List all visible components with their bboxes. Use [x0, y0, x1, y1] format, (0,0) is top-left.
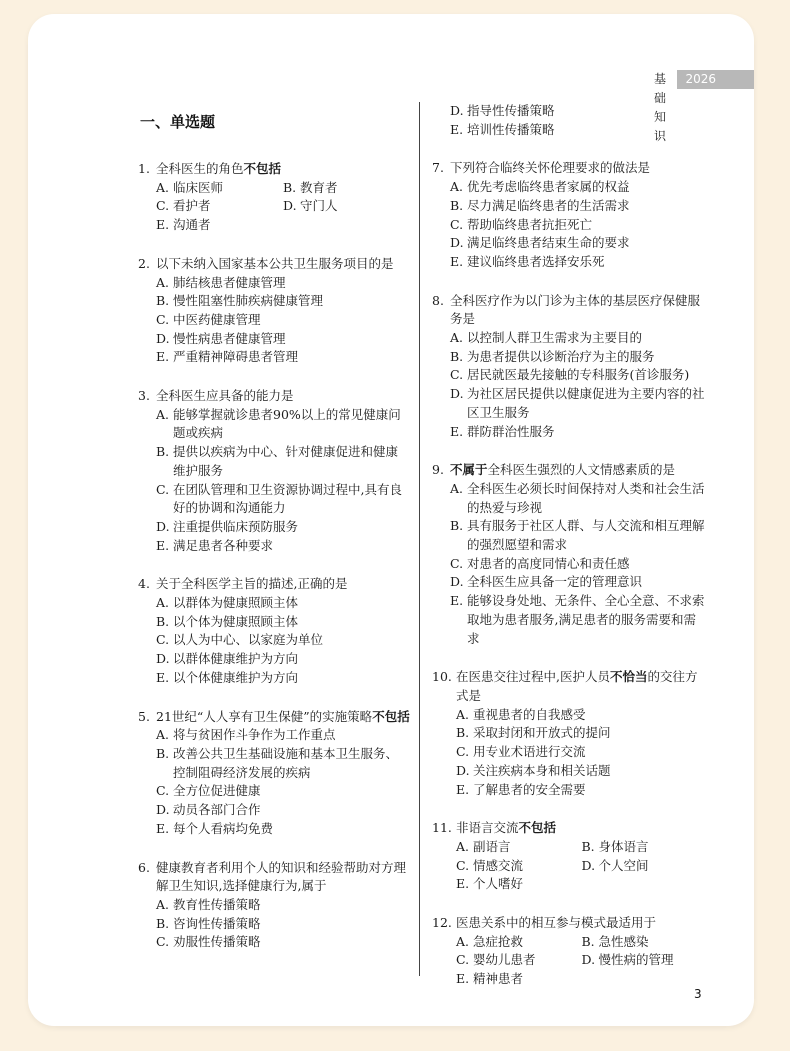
- option-letter: D.: [450, 574, 464, 590]
- option-letter: C.: [156, 311, 170, 327]
- option-text: 培训性传播策略: [467, 121, 555, 137]
- option-text: 动员各部门合作: [173, 802, 261, 818]
- option-letter: A.: [450, 330, 464, 346]
- option-d: [456, 762, 707, 781]
- option-text: 群防群治性服务: [467, 423, 555, 439]
- option-b: [156, 745, 410, 782]
- question-stem: [138, 575, 410, 594]
- options: [432, 480, 707, 648]
- option-a: [456, 933, 582, 952]
- option-text: 以个体为健康照顾主体: [173, 613, 299, 629]
- question-7: [432, 159, 707, 271]
- option-text: 用专业术语进行交流: [473, 744, 586, 760]
- option-c: [456, 857, 582, 876]
- option-letter: E.: [450, 423, 464, 439]
- option-b: [450, 197, 707, 216]
- option-letter: B.: [156, 613, 170, 629]
- question-stem: [138, 255, 410, 274]
- option-b: [156, 613, 410, 632]
- option-letter: B.: [156, 745, 170, 761]
- option-c: [156, 481, 410, 518]
- option-d: [450, 573, 707, 592]
- stem-pre: 在医患交往过程中,医护人员: [456, 669, 610, 685]
- question-text: 全科医生应具备的能力是: [156, 388, 294, 404]
- option-text: 将与贫困作斗争作为工作重点: [173, 727, 336, 743]
- option-d: [582, 857, 708, 876]
- option-a: [456, 706, 707, 725]
- option-text: 采取封闭和开放式的提问: [473, 725, 611, 741]
- option-a: [156, 179, 283, 198]
- option-c: [156, 197, 283, 216]
- option-text: 精神患者: [473, 971, 524, 987]
- option-a: [450, 329, 707, 348]
- option-letter: D.: [156, 330, 170, 346]
- option-e: [156, 820, 410, 839]
- question-stem: [138, 708, 410, 727]
- question-text: 下列符合临终关怀伦理要求的做法是: [450, 160, 651, 176]
- question-number: 1.: [138, 161, 150, 176]
- subject-label: 基础知识: [650, 70, 677, 89]
- option-a: [156, 274, 410, 293]
- option-letter: A.: [156, 595, 170, 611]
- option-b: [156, 292, 410, 311]
- option-letter: D.: [156, 518, 170, 534]
- option-a: [450, 178, 707, 197]
- stem-post: 的交往方式是: [456, 669, 698, 703]
- option-letter: E.: [456, 971, 470, 987]
- option-letter: C.: [156, 783, 170, 799]
- question-number: 2.: [138, 255, 150, 271]
- question-text: [156, 160, 410, 179]
- page-sheet: [28, 14, 754, 1026]
- question-stem: [432, 461, 707, 480]
- option-text: 全科医生应具备一定的管理意识: [467, 574, 643, 590]
- option-text: 尽力满足临终患者的生活需求: [467, 197, 630, 213]
- option-text: 咨询性传播策略: [173, 915, 261, 931]
- option-text: 以群体健康维护为方向: [173, 651, 299, 667]
- options: [432, 933, 707, 989]
- option-text: 教育者: [300, 179, 338, 195]
- option-letter: B.: [450, 518, 464, 534]
- stem-pre: 全科医生的角色: [156, 161, 244, 176]
- option-text: 关注疾病本身和相关话题: [473, 762, 611, 778]
- question-6: [138, 859, 410, 953]
- left-column: [138, 160, 410, 972]
- option-e: [450, 253, 707, 272]
- option-b: [450, 348, 707, 367]
- question-stem: [138, 387, 410, 406]
- question-number: 4.: [138, 576, 150, 592]
- option-text: 在团队管理和卫生资源协调过程中,具有良好的协调和沟通能力: [173, 481, 402, 516]
- option-e: [456, 875, 582, 894]
- option-b: [156, 443, 410, 480]
- options: [432, 102, 707, 139]
- option-letter: B.: [450, 348, 464, 364]
- option-text: 看护者: [173, 198, 211, 214]
- question-2: [138, 255, 410, 367]
- option-letter: A.: [156, 406, 170, 422]
- question-number: 6.: [138, 859, 150, 875]
- option-letter: B.: [456, 725, 470, 741]
- option-text: 注重提供临床预防服务: [173, 518, 299, 534]
- option-text: 个人嗜好: [473, 876, 524, 892]
- option-letter: D.: [581, 857, 596, 873]
- option-c: [450, 216, 707, 235]
- stem-post: 全科医生强烈的人文情感素质的是: [487, 462, 676, 478]
- option-d: [582, 951, 708, 970]
- option-text: 居民就医最先接触的专科服务(首诊服务): [467, 367, 690, 383]
- option-letter: A.: [456, 933, 470, 949]
- question-stem: [138, 859, 410, 896]
- option-letter: C.: [156, 632, 170, 648]
- options: [432, 329, 707, 441]
- option-letter: A.: [450, 480, 464, 496]
- option-letter: C.: [456, 952, 470, 968]
- option-c: [156, 933, 410, 952]
- option-text: 守门人: [300, 198, 338, 214]
- option-letter: B.: [581, 838, 595, 854]
- question-5: [138, 708, 410, 839]
- option-a: [156, 594, 410, 613]
- year-label: 2026: [677, 70, 754, 89]
- option-letter: D.: [450, 103, 464, 118]
- option-c: [456, 951, 582, 970]
- option-c: [456, 743, 707, 762]
- option-text: 急性感染: [598, 933, 649, 949]
- option-letter: E.: [156, 820, 170, 836]
- options: [432, 178, 707, 272]
- section-title: 一、单选题: [140, 113, 216, 131]
- page-number: 3: [694, 987, 702, 1001]
- question-3: [138, 387, 410, 555]
- option-letter: C.: [450, 367, 464, 383]
- option-c: [156, 631, 410, 650]
- option-d: [283, 197, 410, 216]
- option-letter: E.: [156, 537, 170, 553]
- option-text: 慢性阻塞性肺疾病健康管理: [173, 293, 324, 309]
- option-text: 以个体健康维护为方向: [173, 669, 299, 685]
- option-letter: A.: [156, 274, 170, 290]
- option-c: [156, 311, 410, 330]
- option-letter: C.: [156, 198, 170, 214]
- option-letter: B.: [283, 179, 297, 195]
- question-6-continued: [432, 102, 707, 139]
- option-letter: A.: [456, 838, 470, 854]
- option-letter: D.: [156, 651, 170, 667]
- question-number: 8.: [432, 292, 444, 308]
- question-text: 以下未纳入国家基本公共卫生服务项目的是: [156, 255, 394, 271]
- option-text: 劝服性传播策略: [173, 934, 261, 950]
- option-text: 副语言: [473, 838, 511, 854]
- option-letter: C.: [456, 857, 470, 873]
- option-letter: B.: [156, 444, 170, 460]
- option-text: 中医药健康管理: [173, 311, 261, 327]
- option-text: 情感交流: [473, 857, 524, 873]
- option-letter: B.: [450, 197, 464, 213]
- option-text: 个人空间: [598, 857, 649, 873]
- option-a: [456, 838, 582, 857]
- option-letter: A.: [156, 727, 170, 743]
- stem-pre: 非语言交流: [456, 820, 519, 836]
- question-9: [432, 461, 707, 648]
- option-letter: C.: [456, 744, 470, 760]
- option-letter: C.: [156, 934, 170, 950]
- stem-pre: 21世纪“人人享有卫生保健”的实施策略: [156, 708, 373, 724]
- stem-emphasis: 不包括: [372, 708, 410, 724]
- options: [138, 406, 410, 556]
- option-text: 改善公共卫生基础设施和基本卫生服务、控制阻碍经济发展的疾病: [173, 745, 399, 780]
- option-d: [450, 234, 707, 253]
- option-d: [156, 518, 410, 537]
- option-text: 能够设身处地、无条件、全心全意、不求索取地为患者服务,满足患者的服务需要和需求: [467, 593, 705, 646]
- option-letter: C.: [450, 555, 464, 571]
- options: [138, 594, 410, 688]
- question-text: 关于全科医学主旨的描述,正确的是: [156, 576, 348, 592]
- option-d: [450, 385, 707, 422]
- option-text: 优先考虑临终患者家属的权益: [467, 179, 630, 195]
- question-12: [432, 914, 707, 989]
- option-b: [156, 915, 410, 934]
- option-letter: D.: [156, 802, 170, 818]
- option-text: 肺结核患者健康管理: [173, 274, 286, 290]
- question-number: 12.: [432, 915, 452, 931]
- option-text: 具有服务于社区人群、与人交流和相互理解的强烈愿望和需求: [467, 518, 705, 553]
- option-text: 沟通者: [173, 217, 211, 233]
- option-letter: B.: [156, 915, 170, 931]
- option-letter: D.: [456, 762, 470, 778]
- option-e: [450, 423, 707, 442]
- option-text: 对患者的高度同情心和责任感: [467, 555, 630, 571]
- header-badge: [650, 70, 754, 143]
- option-letter: A.: [156, 179, 170, 195]
- options: [432, 706, 707, 800]
- question-10: [432, 668, 707, 799]
- question-stem: [138, 160, 410, 179]
- option-b: [456, 724, 707, 743]
- option-b: [582, 933, 708, 952]
- option-c: [450, 555, 707, 574]
- option-b: [283, 179, 410, 198]
- option-text: 指导性传播策略: [467, 103, 555, 118]
- option-d: [156, 650, 410, 669]
- question-stem: [432, 819, 707, 838]
- options: [432, 838, 707, 894]
- option-letter: E.: [156, 349, 170, 365]
- question-stem: [432, 159, 707, 178]
- question-text: 健康教育者利用个人的知识和经验帮助对方理解卫生知识,选择健康行为,属于: [156, 859, 407, 894]
- option-letter: E.: [450, 121, 464, 137]
- option-text: 慢性病患者健康管理: [173, 330, 286, 346]
- option-e: [156, 537, 410, 556]
- option-text: 能够掌握就诊患者90%以上的常见健康问题或疾病: [173, 406, 401, 441]
- option-text: 建议临终患者选择安乐死: [467, 253, 605, 269]
- question-text: [156, 708, 410, 727]
- option-text: 以控制人群卫生需求为主要目的: [467, 330, 643, 346]
- question-number: 7.: [432, 160, 444, 176]
- option-letter: A.: [156, 896, 170, 912]
- option-text: 满足患者各种要求: [173, 537, 274, 553]
- question-text: [450, 461, 707, 480]
- question-text: [456, 668, 707, 705]
- option-letter: E.: [450, 593, 464, 609]
- option-e: [450, 592, 707, 648]
- option-d: [450, 102, 707, 121]
- option-letter: E.: [450, 253, 464, 269]
- option-a: [156, 406, 410, 443]
- option-text: 慢性病的管理: [598, 952, 674, 968]
- option-e: [456, 970, 582, 989]
- option-text: 临床医师: [173, 179, 224, 195]
- option-text: 提供以疾病为中心、针对健康促进和健康维护服务: [173, 444, 399, 478]
- option-letter: B.: [156, 293, 170, 309]
- question-number: 10.: [432, 669, 452, 685]
- question-number: 9.: [432, 462, 444, 478]
- option-c: [450, 366, 707, 385]
- option-letter: B.: [581, 933, 595, 949]
- options: [138, 726, 410, 838]
- option-e: [156, 669, 410, 688]
- question-11: [432, 819, 707, 894]
- option-letter: C.: [450, 216, 464, 232]
- option-b: [582, 838, 708, 857]
- option-text: 每个人看病均免费: [173, 820, 274, 836]
- option-text: 为患者提供以诊断治疗为主的服务: [467, 348, 655, 364]
- option-e: [450, 121, 707, 140]
- option-text: 全科医生必须长时间保持对人类和社会生活的热爱与珍视: [467, 480, 705, 515]
- option-letter: C.: [156, 481, 170, 497]
- question-text: 全科医疗作为以门诊为主体的基层医疗保健服务是: [450, 292, 701, 327]
- option-text: 了解患者的安全需要: [473, 781, 586, 797]
- question-text: 医患关系中的相互参与模式最适用于: [456, 915, 657, 931]
- question-4: [138, 575, 410, 687]
- option-letter: E.: [456, 781, 470, 797]
- options: [138, 179, 410, 235]
- option-text: 以人为中心、以家庭为单位: [173, 632, 324, 648]
- option-text: 帮助临终患者抗拒死亡: [467, 216, 593, 232]
- option-text: 急症抢救: [473, 933, 524, 949]
- option-letter: A.: [456, 706, 470, 722]
- option-text: 为社区居民提供以健康促进为主要内容的社区卫生服务: [467, 386, 705, 420]
- option-e: [156, 216, 283, 235]
- option-letter: E.: [156, 217, 170, 233]
- option-letter: D.: [450, 386, 464, 402]
- option-text: 以群体为健康照顾主体: [173, 595, 299, 611]
- option-text: 婴幼儿患者: [473, 952, 536, 968]
- right-column: [432, 102, 707, 1009]
- question-stem: [432, 914, 707, 933]
- option-letter: D.: [283, 198, 297, 214]
- column-divider: [419, 102, 420, 976]
- option-b: [450, 517, 707, 554]
- option-a: [450, 480, 707, 517]
- option-e: [156, 348, 410, 367]
- option-d: [156, 801, 410, 820]
- question-number: 5.: [138, 708, 150, 724]
- option-text: 教育性传播策略: [173, 896, 261, 912]
- option-letter: A.: [450, 179, 464, 195]
- option-a: [156, 726, 410, 745]
- option-text: 全方位促进健康: [173, 783, 261, 799]
- question-stem: [432, 668, 707, 705]
- option-text: 严重精神障碍患者管理: [173, 349, 299, 365]
- options: [138, 274, 410, 368]
- option-letter: E.: [456, 876, 470, 892]
- question-number: 11.: [432, 820, 452, 836]
- question-number: 3.: [138, 388, 150, 404]
- options: [138, 896, 410, 952]
- stem-emphasis: 不包括: [243, 161, 282, 176]
- stem-emphasis: 不恰当: [609, 669, 648, 685]
- option-text: 重视患者的自我感受: [473, 706, 586, 722]
- option-letter: E.: [156, 669, 170, 685]
- question-stem: [432, 292, 707, 329]
- option-d: [156, 330, 410, 349]
- stem-emphasis: 不包括: [518, 820, 557, 836]
- question-8: [432, 292, 707, 442]
- stem-emphasis: 不属于: [450, 462, 488, 478]
- option-a: [156, 896, 410, 915]
- option-text: 满足临终患者结束生命的要求: [467, 235, 630, 251]
- question-text: [456, 819, 707, 838]
- question-1: [138, 160, 410, 235]
- option-text: 身体语言: [598, 838, 649, 854]
- option-e: [456, 781, 707, 800]
- option-letter: D.: [450, 235, 464, 251]
- option-letter: D.: [581, 952, 596, 968]
- option-c: [156, 782, 410, 801]
